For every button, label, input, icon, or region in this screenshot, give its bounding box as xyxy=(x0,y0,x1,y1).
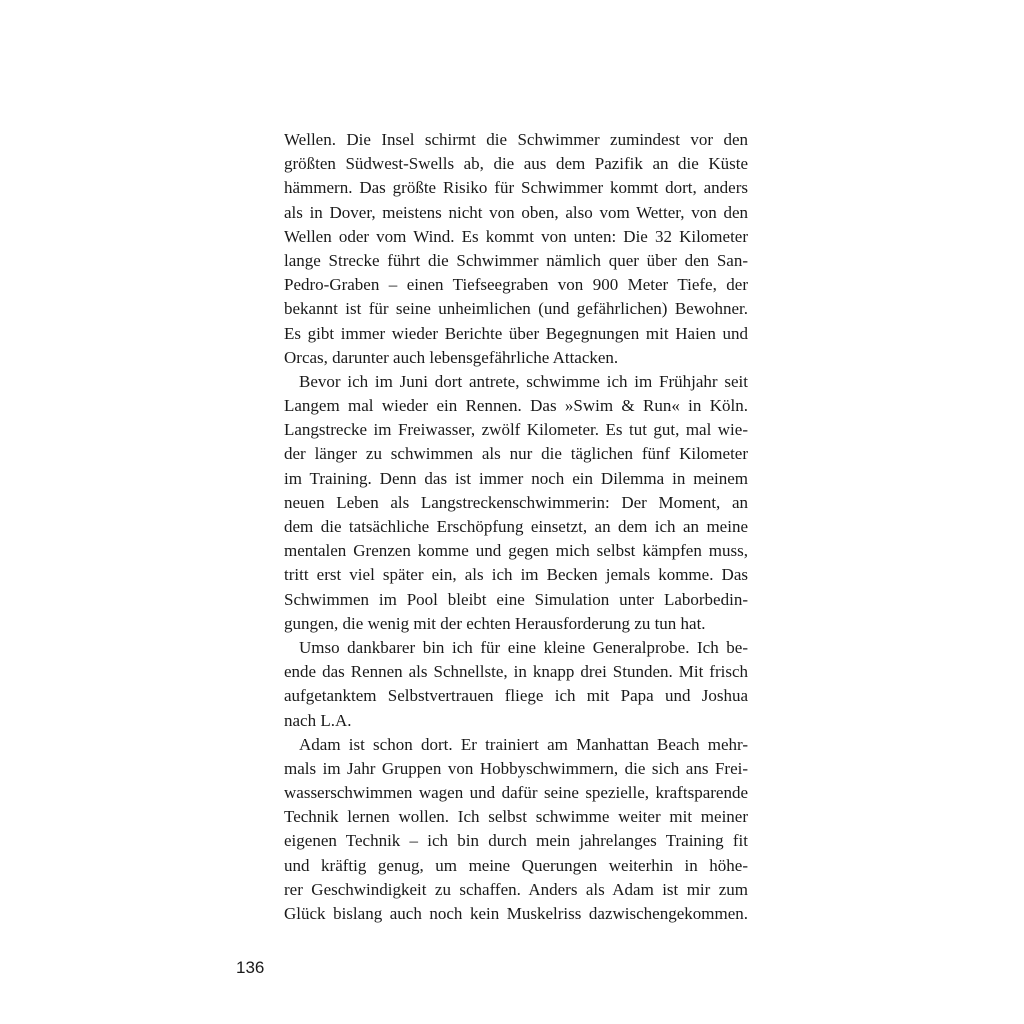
text-line: Technik lernen wollen. Ich selbst schwimme weiter mit meiner xyxy=(284,807,748,827)
text-line: Es gibt immer wieder Berichte über Begegnungen mit Haien und xyxy=(284,323,748,343)
text-line: Adam ist schon dort. Er trainiert am Manhattan Beach mehr- xyxy=(299,734,748,754)
text-line: Wellen oder vom Wind. Es kommt von unten: Die 32 Kilometer xyxy=(284,226,748,246)
text-line: dem die tatsächliche Erschöpfung einsetzt, an dem ich an meine xyxy=(284,517,748,536)
text-line: Langstrecke im Freiwasser, zwölf Kilometer. Es tut gut, mal wie- xyxy=(284,420,748,440)
text-line: bekannt ist für seine unheimlichen (und gefährlichen) Bewohner. xyxy=(284,299,748,319)
text-line: Pedro-Graben – einen Tiefseegraben von 900 Meter Tiefe, der xyxy=(284,275,748,295)
paragraph xyxy=(284,370,748,636)
text-line: mals im Jahr Gruppen von Hobbyschwimmern, die sich ans Frei- xyxy=(284,758,748,778)
text-line: Wellen. Die Insel schirmt die Schwimmer zumindest vor den xyxy=(284,130,748,149)
text-line: lange Strecke führt die Schwimmer nämlich quer über den San- xyxy=(284,250,748,270)
text-line: größten Südwest-Swells ab, die aus dem Pazifik an die Küste xyxy=(284,154,748,174)
text-line: tritt erst viel später ein, als ich im Becken jemals komme. Das xyxy=(284,565,748,585)
text-line: aufgetanktem Selbstvertrauen fliege ich mit Papa und Joshua xyxy=(284,686,748,706)
text-line: nach L.A. xyxy=(284,710,352,730)
text-line: neuen Leben als Langstreckenschwimmerin: Der Moment, an xyxy=(284,492,748,512)
text-line: als in Dover, meistens nicht von oben, also vom Wetter, von den xyxy=(284,202,748,222)
text-line: gungen, die wenig mit der echten Herausforderung zu tun hat. xyxy=(284,613,706,633)
paragraph xyxy=(284,128,748,370)
text-line: Orcas, darunter auch lebensgefährliche Attacken. xyxy=(284,347,619,367)
body-text xyxy=(284,128,748,926)
paragraph xyxy=(284,636,748,733)
text-line: Schwimmen im Pool bleibt eine Simulation unter Laborbedin- xyxy=(284,589,748,609)
text-line: eigenen Technik – ich bin durch mein jahrelanges Training fit xyxy=(284,831,748,851)
text-line: ende das Rennen als Schnellste, in knapp drei Stunden. Mit frisch xyxy=(284,662,748,682)
page-number: 136 xyxy=(236,958,265,977)
text-line: hämmern. Das größte Risiko für Schwimmer kommt dort, anders xyxy=(284,178,748,198)
paragraph xyxy=(284,733,748,927)
text-line: im Training. Denn das ist immer noch ein Dilemma in meinem xyxy=(284,468,748,488)
text-line: Bevor ich im Juni dort antrete, schwimme ich im Frühjahr seit xyxy=(299,371,748,391)
text-line: Langem mal wieder ein Rennen. Das »Swim & Run« in Köln. xyxy=(284,396,748,416)
text-line: und kräftig genug, um meine Querungen weiterhin in höhe- xyxy=(284,855,748,875)
text-line: der länger zu schwimmen als nur die täglichen fünf Kilometer xyxy=(284,444,748,464)
text-line: wasserschwimmen wagen und dafür seine spezielle, kraftsparende xyxy=(284,783,748,803)
text-line: Umso dankbarer bin ich für eine kleine Generalprobe. Ich be- xyxy=(299,637,748,657)
text-line: mentalen Grenzen komme und gegen mich selbst kämpfen muss, xyxy=(284,541,748,561)
text-line: Glück bislang auch noch kein Muskelriss dazwischengekommen. xyxy=(284,904,748,923)
text-line: rer Geschwindigkeit zu schaffen. Anders als Adam ist mir zum xyxy=(284,879,748,899)
